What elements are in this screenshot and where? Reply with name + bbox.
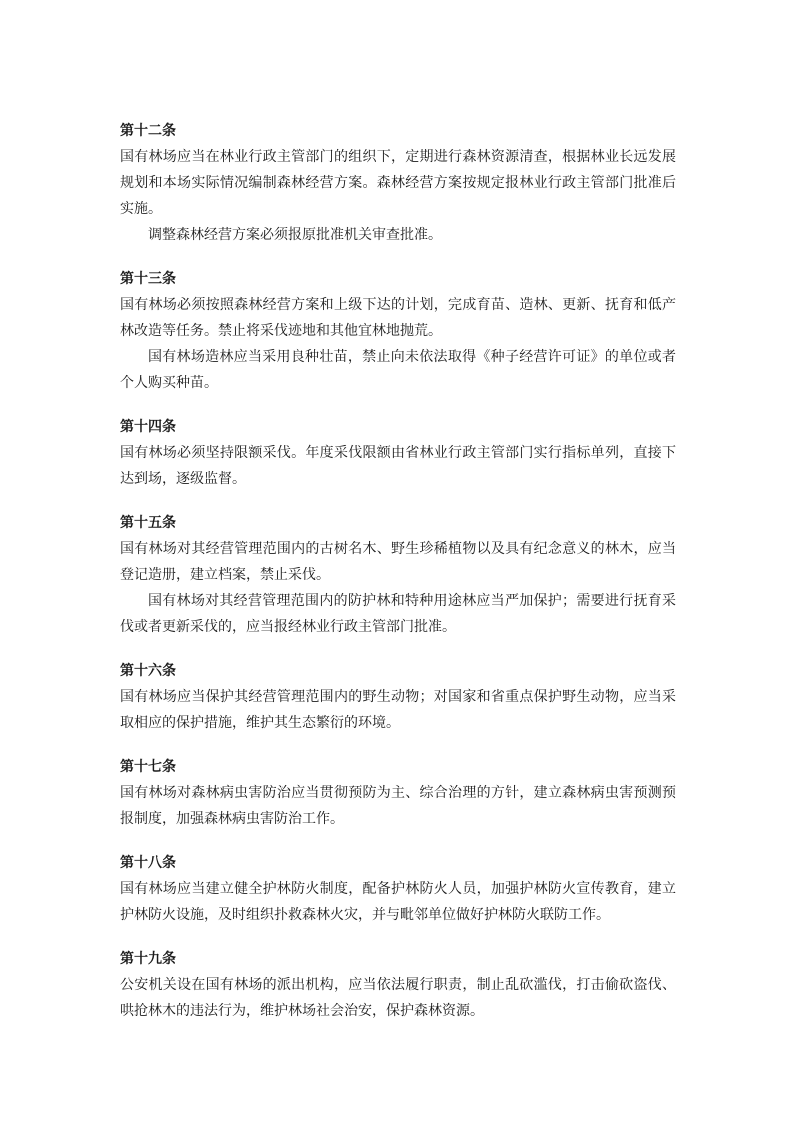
- article-12: [120, 118, 676, 248]
- article-15: [120, 510, 676, 640]
- article-18: [120, 850, 676, 928]
- article-14: [120, 414, 676, 492]
- article-title: 第十七条: [120, 759, 176, 775]
- document-page: [120, 118, 676, 1042]
- article-paragraph: 国有林场对其经营管理范围内的防护林和特种用途林应当严加保护；需要进行抚育采伐或者更新采伐的，应当报经林业行政主管部门批准。: [120, 593, 676, 635]
- article-title: 第十三条: [120, 271, 176, 287]
- article-paragraph: 调整森林经营方案必须报原批准机关审查批准。: [148, 227, 442, 243]
- article-title: 第十五条: [120, 515, 176, 531]
- article-13: [120, 266, 676, 396]
- article-16: [120, 658, 676, 736]
- article-paragraph: 国有林场应当建立健全护林防火制度，配备护林防火人员，加强护林防火宣传教育，建立护林防火设施，及时组织扑救森林火灾，并与毗邻单位做好护林防火联防工作。: [120, 881, 676, 923]
- article-paragraph: 国有林场必须坚持限额采伐。年度采伐限额由省林业行政主管部门实行指标单列，直接下达到场，逐级监督。: [120, 445, 676, 487]
- article-title: 第十八条: [120, 855, 176, 871]
- article-title: 第十二条: [120, 123, 176, 139]
- article-paragraph: 国有林场应当保护其经营管理范围内的野生动物；对国家和省重点保护野生动物，应当采取相应的保护措施，维护其生态繁衍的环境。: [120, 689, 676, 731]
- article-paragraph: 国有林场对其经营管理范围内的古树名木、野生珍稀植物以及具有纪念意义的林木，应当登记造册，建立档案，禁止采伐。: [120, 541, 676, 583]
- article-paragraph: 国有林场造林应当采用良种壮苗，禁止向未依法取得《种子经营许可证》的单位或者个人购买种苗。: [120, 349, 676, 391]
- article-title: 第十六条: [120, 663, 176, 679]
- article-paragraph: 国有林场对森林病虫害防治应当贯彻预防为主、综合治理的方针，建立森林病虫害预测预报制度，加强森林病虫害防治工作。: [120, 785, 676, 827]
- article-paragraph: 国有林场应当在林业行政主管部门的组织下，定期进行森林资源清查，根据林业长远发展规划和本场实际情况编制森林经营方案。森林经营方案按规定报林业行政主管部门批准后实施。: [120, 149, 676, 217]
- article-17: [120, 754, 676, 832]
- article-paragraph: 国有林场必须按照森林经营方案和上级下达的计划，完成育苗、造林、更新、抚育和低产林改造等任务。禁止将采伐迹地和其他宜林地抛荒。: [120, 297, 676, 339]
- article-title: 第十四条: [120, 419, 176, 435]
- article-title: 第十九条: [120, 951, 176, 967]
- article-19: [120, 946, 676, 1024]
- article-paragraph: 公安机关设在国有林场的派出机构，应当依法履行职责，制止乱砍滥伐，打击偷砍盗伐、哄抢林木的违法行为，维护林场社会治安，保护森林资源。: [120, 977, 676, 1019]
